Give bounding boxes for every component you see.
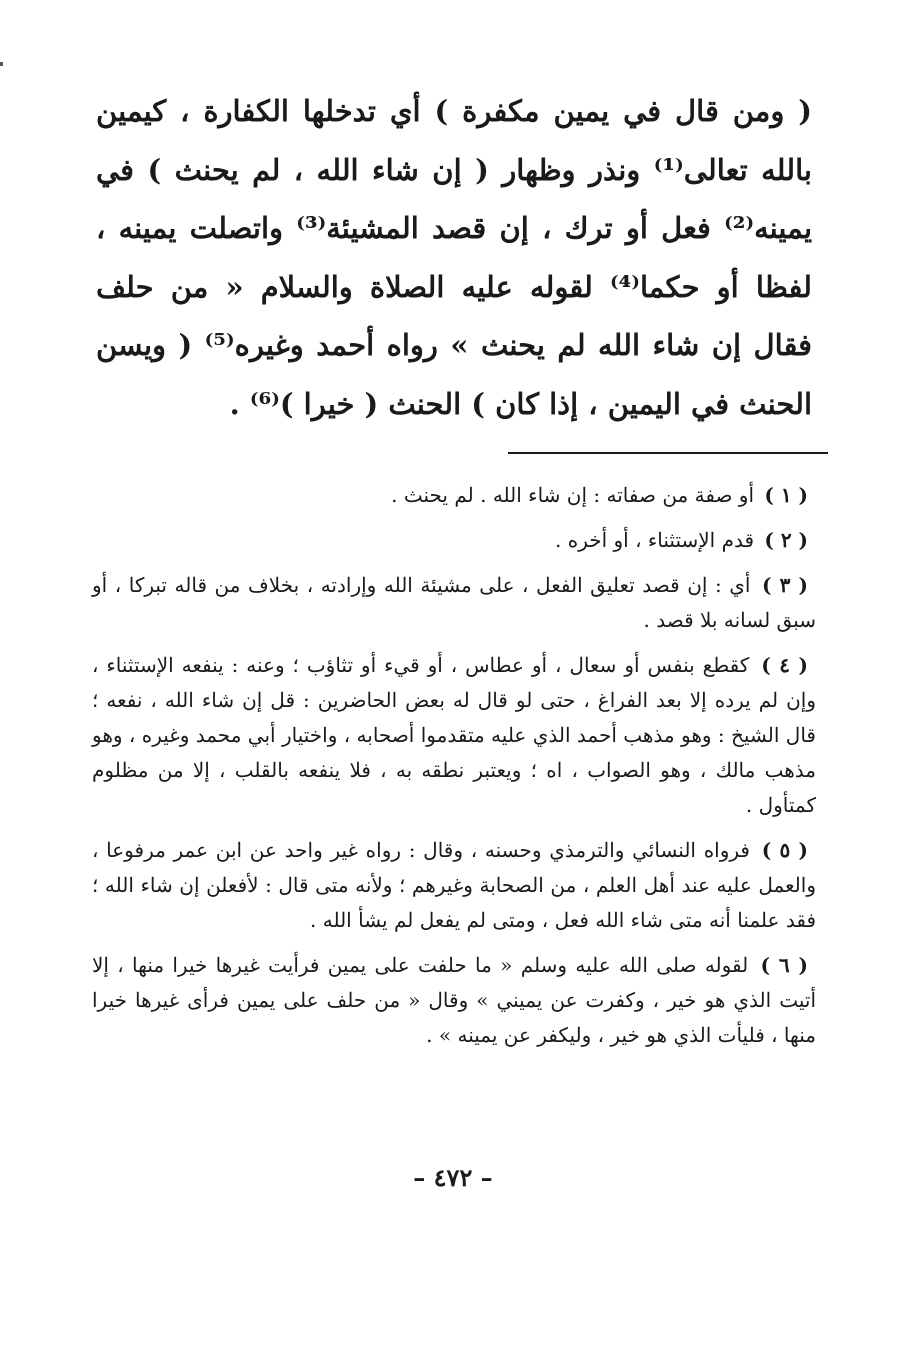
footnote-3 [92, 568, 816, 638]
main-text-block [96, 82, 812, 433]
footnote-text: لقوله صلى الله عليه وسلم « ما حلفت على يمين فرأيت غيرها خيرا منها ، إلا أتيت الذي هو خير ، وكفرت عن يميني » وقال « من حلف على يمين فرأى غيرها خيرا منها ، فليأت الذي هو خير ، وليكفر عن يمينه » . [92, 953, 816, 1047]
footnote-text: فرواه النسائي والترمذي وحسنه ، وقال : رواه غير واحد عن ابن عمر مرفوعا ، والعمل عليه عند أهل العلم ، من الصحابة وغيرهم ؛ ولأنه متى قال : لأفعلن إن شاء الله ؛ فقد علمنا أنه متى شاء الله فعل ، ومتى لم يفعل لم يشأ الله . [92, 838, 816, 932]
page-number: – ٤٧٢ – [413, 1163, 493, 1192]
footnote-number: ( ٣ ) [762, 573, 808, 597]
footnote-number: ( ٢ ) [764, 528, 808, 552]
main-text-line: الحنث في اليمين ، إذا كان ) الحنث ( خيرا )⁽⁶⁾ . [229, 386, 812, 421]
main-text-line: يمينه⁽²⁾ فعل أو ترك ، إن قصد المشيئة⁽³⁾ واتصلت يمينه ، [96, 211, 813, 245]
main-text-line: ( ومن قال في يمين مكفرة ) أي تدخلها الكفارة ، كيمين [96, 94, 812, 128]
footnote-text: أو صفة من صفاته : إن شاء الله . لم يحنث . [391, 483, 755, 507]
footnote-number: ( ٥ ) [761, 838, 808, 862]
footnote-separator [508, 452, 828, 454]
footnote-number: ( ١ ) [764, 483, 808, 507]
footnotes-list [92, 478, 816, 1063]
footnote-number: ( ٦ ) [760, 953, 808, 977]
footnote-number: ( ٤ ) [761, 653, 808, 677]
footnote-2 [92, 523, 816, 558]
footnote-text: قدم الإستثناء ، أو أخره . [555, 528, 755, 552]
scan-edge-mark [0, 62, 3, 66]
footnote-text: كقطع بنفس أو سعال ، أو عطاس ، أو قيء أو تثاؤب ؛ وعنه : ينفعه الإستثناء ، وإن لم يرده إلا بعد الفراغ ، حتى لو قال له بعض الحاضرين : قل إن شاء الله ، نفعه ؛ قال الشيخ : وهو مذهب أحمد الذي عليه متقدموا أصحابه ، واختيار أبي محمد وغيره ، وهو مذهب مالك ، وهو الصواب ، اه ؛ ويعتبر نطقه به ، فلا ينفعه بالقلب ، إلا من مظلوم كمتأول . [92, 653, 816, 817]
footnote-6 [92, 948, 816, 1053]
main-text-line: لفظا أو حكما⁽⁴⁾ لقوله عليه الصلاة والسلام « من حلف [96, 269, 812, 304]
footnote-5 [92, 833, 816, 938]
footnote-text: أي : إن قصد تعليق الفعل ، على مشيئة الله وإرادته ، بخلاف من قاله تبركا ، أو سبق لسانه بلا قصد . [92, 573, 816, 632]
footnote-4 [92, 648, 816, 823]
footnote-1 [92, 478, 816, 513]
main-text-line: بالله تعالى⁽¹⁾ ونذر وظهار ( إن شاء الله ، لم يحنث ) في [96, 152, 812, 187]
main-text-line: فقال إن شاء الله لم يحنث » رواه أحمد وغيره⁽⁵⁾ ( ويسن [96, 328, 812, 362]
